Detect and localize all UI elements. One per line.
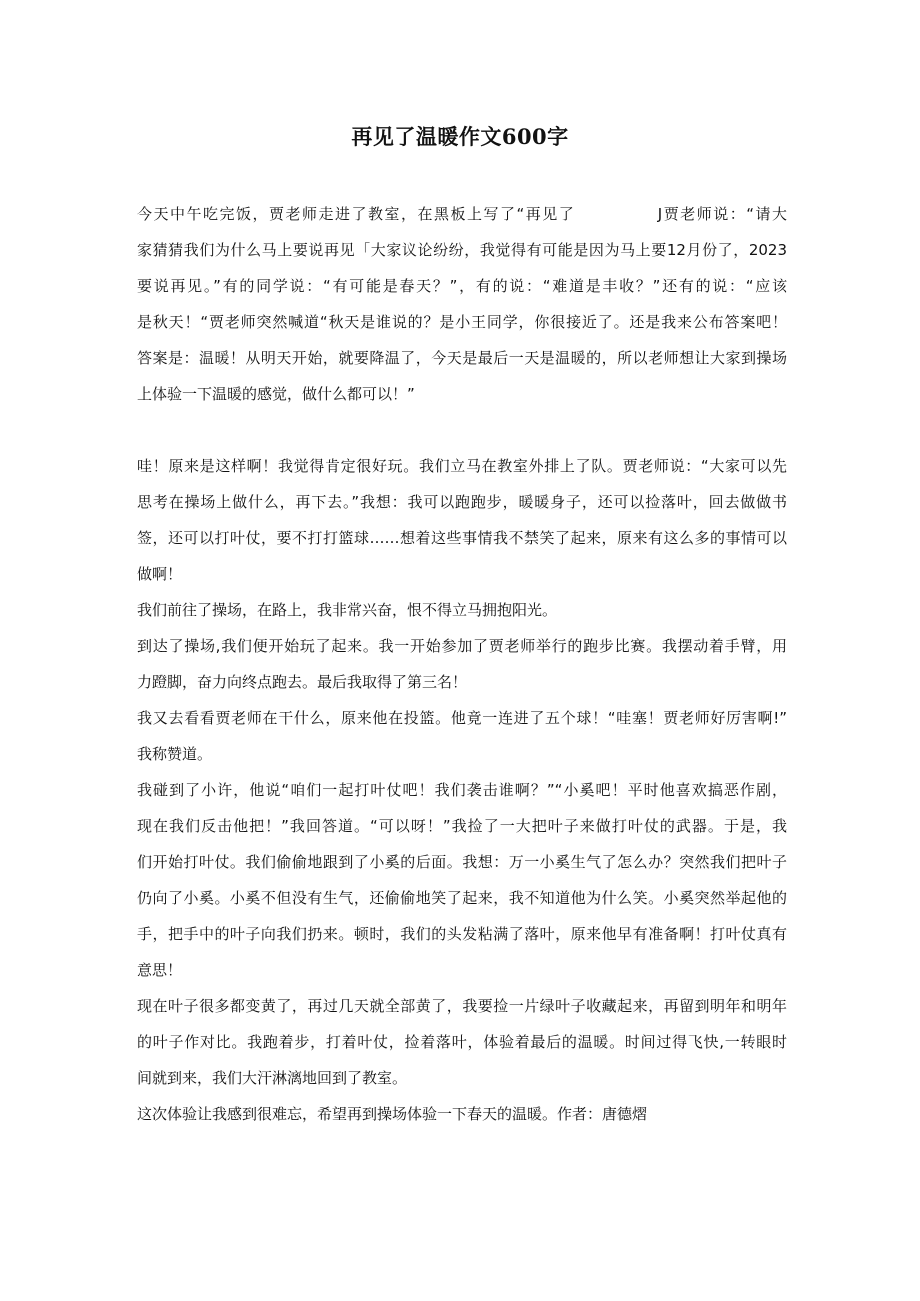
text-line: 我又去看看贾老师在干什么，原来他在投篮。他竟一连进了五个球！“哇塞！贾老师好厉害啊!” [137,709,787,727]
text-line: 这次体验让我感到很难忘，希望再到操场体验一下春天的温暖。作者：唐德熠 [137,1105,648,1123]
text-line: 现在叶子很多都变黄了，再过几天就全部黄了，我要捡一片绿叶子收藏起来，再留到明年和明年 [137,997,787,1015]
text-line: 今天中午吃完饭，贾老师走进了教室，在黑板上写了“再见了 J贾老师说：“请大 [137,205,787,223]
text-line: 的叶子作对比。我跑着步，打着叶仗，捡着落叶，体验着最后的温暖。时间过得飞快,一转眼时 [137,1033,787,1051]
text-line: 到达了操场,我们便开始玩了起来。我一开始参加了贾老师举行的跑步比赛。我摆动着手臂，用 [137,637,787,655]
text-line: 做啊！ [137,565,183,583]
text-line: 力蹬脚，奋力向终点跑去。最后我取得了第三名！ [137,673,468,691]
text-line: 间就到来，我们大汗淋漓地回到了教室。 [137,1069,408,1087]
text-line: 是秋天！“贾老师突然喊道“秋天是谁说的？是小王同学，你很接近了。还是我来公布答案吧！ [137,313,787,331]
text-line: 哇！原来是这样啊！我觉得肯定很好玩。我们立马在教室外排上了队。贾老师说：“大家可以先 [137,457,787,475]
text-line: 签，还可以打叶仗，要不打打篮球……想着这些事情我不禁笑了起来，原来有这么多的事情可以 [137,529,787,547]
text-line: 意思！ [137,961,183,979]
text-line: 上体验一下温暖的感觉，做什么都可以！” [137,385,415,403]
text-line: 们开始打叶仗。我们偷偷地跟到了小奚的后面。我想：万一小奚生气了怎么办？突然我们把叶子 [137,853,787,871]
text-line: 我碰到了小许，他说“咱们一起打叶仗吧！我们袭击谁啊？”“小奚吧！平时他喜欢搞恶作剧， [137,781,787,799]
text-line: 我们前往了操场，在路上，我非常兴奋，恨不得立马拥抱阳光。 [137,601,558,619]
document-title: 再见了温暖作文600字 [351,124,569,149]
text-line: 要说再见。”有的同学说：“有可能是春天？”，有的说：“难道是丰收？”还有的说：“应该 [137,277,787,295]
text-line: 答案是：温暖！从明天开始，就要降温了，今天是最后一天是温暖的，所以老师想让大家到操场 [137,349,787,367]
paragraph-gap [137,412,787,448]
text-line: 我称赞道。 [137,745,213,763]
text-line: 现在我们反击他把！”我回答道。“可以呀！”我捡了一大把叶子来做打叶仗的武器。于是，我 [137,817,787,835]
text-line: 思考在操场上做什么，再下去。”我想：我可以跑跑步，暖暖身子，还可以捡落叶，回去做做书 [137,493,787,511]
text-line: 家猜猜我们为什么马上要说再见「大家议论纷纷，我觉得有可能是因为马上要12月份了，2023 [137,241,787,259]
text-line: 手，把手中的叶子向我们扔来。顿时，我们的头发粘满了落叶，原来他早有准备啊！打叶仗真有 [137,925,787,943]
document-body [137,196,787,1132]
text-line: 仍向了小奚。小奚不但没有生气，还偷偷地笑了起来，我不知道他为什么笑。小奚突然举起他的 [137,889,787,907]
